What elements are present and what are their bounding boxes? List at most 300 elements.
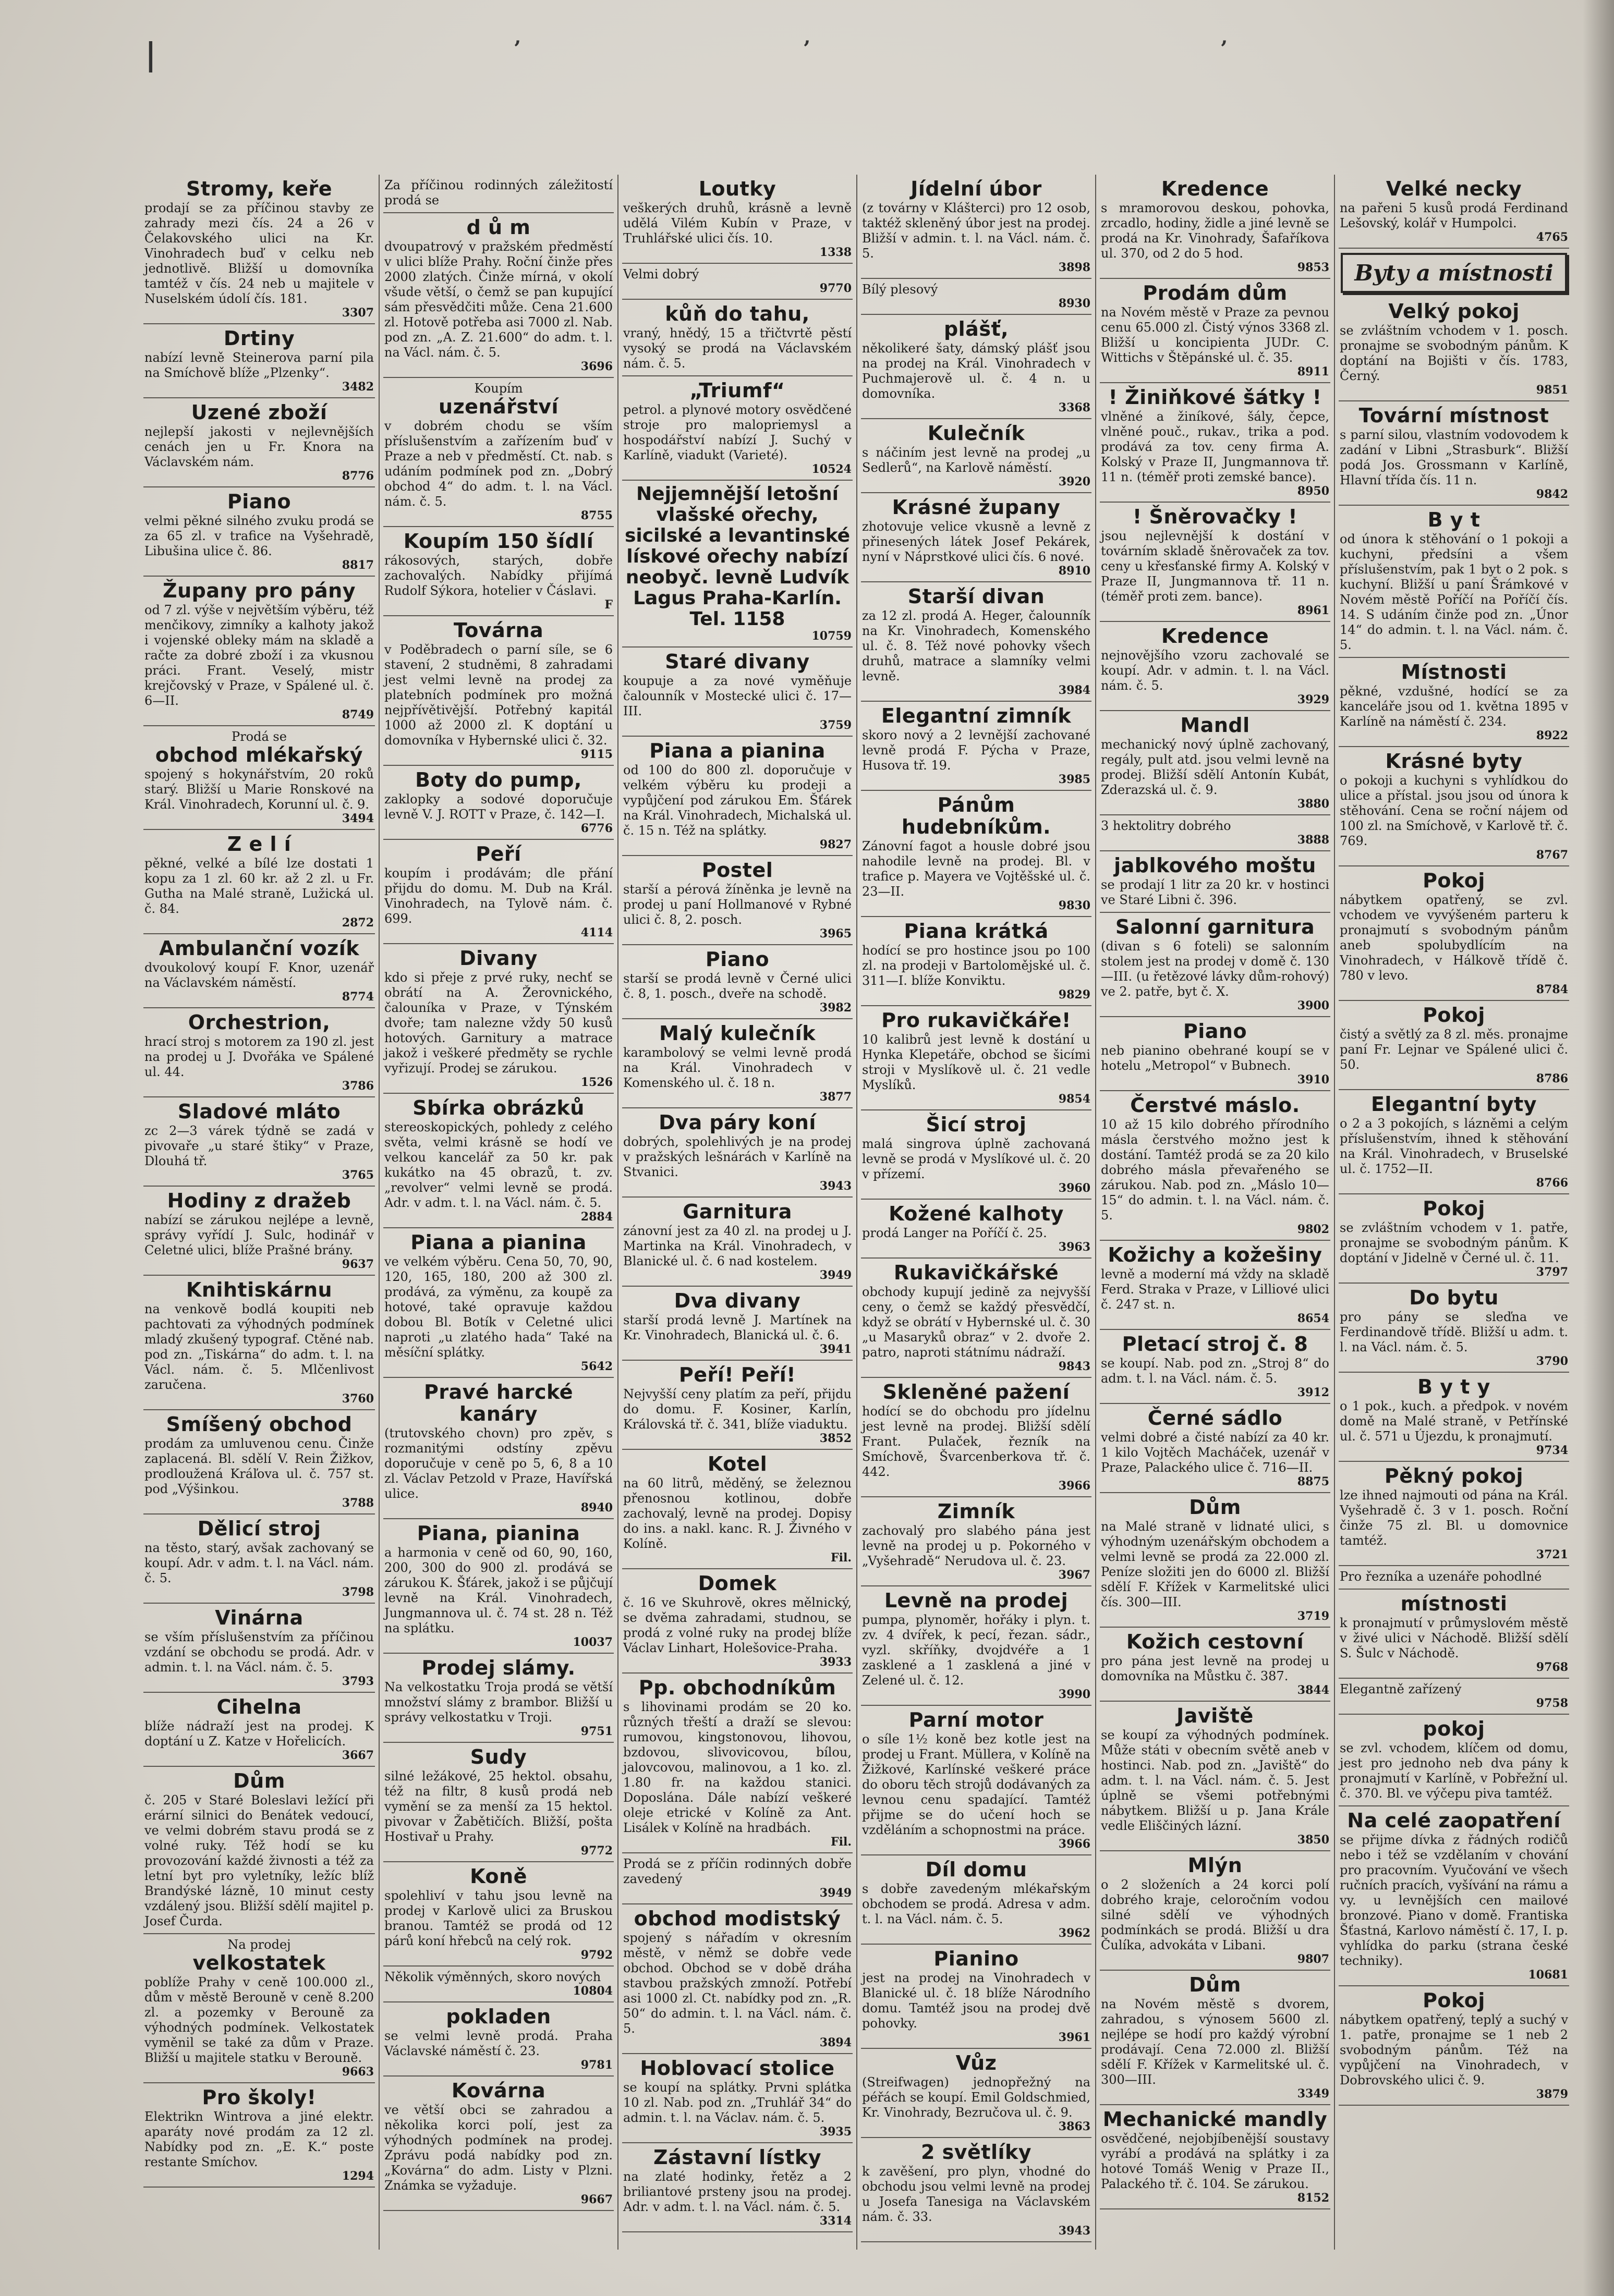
classified-ad [383, 527, 614, 616]
ad-body: pěkné, vzdušné, hodící se za kanceláře jsou od 1. května 1895 v Karlíně na náměstí č. 234. [1340, 684, 1568, 729]
ad-body: o pokoji a kuchyni s vyhlídkou do ulice a přístal. jsou jsou od února k stěhování. Cena se roční nájem od 100 zl. na Smíchově, v Karlově tř. č. 769. [1340, 773, 1568, 848]
ad-number: 8749 [342, 708, 374, 722]
classified-ad [143, 1187, 375, 1276]
ad-number: 3912 [1297, 1386, 1329, 1399]
classified-ad [622, 1108, 853, 1198]
ad-number: 1294 [342, 2169, 374, 2183]
classified-ad [1100, 1628, 1330, 1702]
classified-ad [143, 830, 375, 934]
ad-heading: 2 světlíky [920, 2141, 1032, 2164]
classified-ad [861, 175, 1091, 279]
ad-heading: Z e l í [227, 833, 292, 856]
classified-ad [383, 1967, 614, 2002]
ad-number: 3494 [342, 812, 374, 825]
ad-body: pěkné, velké a bílé lze dostati 1 kopu za 1 zl. 60 kr. až 2 zl. u Fr. Gutha na Malé straně, Lužická ul. č. 84. [144, 856, 374, 916]
ad-number: 9781 [580, 2058, 613, 2072]
ad-heading: Hodiny z dražeb [167, 1189, 351, 1212]
ad-number: 9792 [580, 1948, 613, 1962]
ad-number: 3798 [342, 1585, 374, 1599]
classified-ad [383, 766, 614, 840]
ad-body: se koupí. Nab. pod zn. „Stroj 8“ do adm. t. l. na Václ. nám. č. 5. [1101, 1356, 1329, 1386]
ad-heading: Piano [705, 948, 770, 971]
ad-number: 3863 [1058, 2120, 1090, 2133]
ad-heading: Loutky [698, 177, 776, 200]
classified-ad [1339, 1566, 1569, 1590]
ad-body: pumpa, plynoměr, hořáky i plyn. t. zv. 4 dvířek, k pecí, řezan. sádr., vyzl. skříňky, dvojdvéře a 1 zasklené a 1 zasklená a jiné v Zelené ul. č. 12. [862, 1613, 1090, 1688]
ad-number: Fil. [831, 1835, 852, 1849]
ad-body: se koupí za výhodných podmínek. Může státi v obecním světě aneb v hostinci. Nab. pod zn. „Javiště“ do adm. t. l. na Václ. nám. č. 5. Jest úplně se všemi potřebnými nábytkem. Bližší u p. Jana Krále vedle Eliščiných lázní. [1101, 1728, 1329, 1833]
ad-heading: Pokoj [1423, 1989, 1485, 2012]
ad-heading: Pravé harcké kanáry [424, 1381, 573, 1425]
ad-number: 3880 [1297, 797, 1329, 811]
ad-number: 3314 [819, 2214, 852, 2228]
ad-number: 9115 [580, 748, 613, 761]
classified-ad [383, 2077, 614, 2211]
classified-ad [143, 2083, 375, 2188]
ad-body: koupuje a za nové vyměňuje čalounník v Mostecké ulici č. 17—III. [623, 674, 852, 718]
ad-number: 8817 [342, 558, 374, 572]
classified-ad [861, 1586, 1091, 1706]
ad-body: (z továrny v Klášterci) pro 12 osob, taktéž skleněný úbor jest na prodej. Bližší v admin. t. l. na Václ. nám. č. 5. [862, 201, 1090, 261]
ad-body: (trutovského chovn) pro zpěv, s rozmanitými odstíny zpěvu doporučuje v ceně po 5, 6, 8 a 10 zl. Václav Petzold v Praze, Havířská ulice. [384, 1426, 613, 1501]
ad-body: hrací stroj s motorem za 190 zl. jest na prodej u J. Dvořáka ve Spálené ul. 44. [144, 1034, 374, 1079]
column-2 [379, 175, 617, 2250]
ad-body: pro pána jest levně na prodej u domovníka na Můstku č. 387. [1101, 1654, 1329, 1683]
ad-body: na zlaté hodinky, řetěz a 2 briliantové prsteny jsou na prodej. Adr. v adm. t. l. na Václ. nám. č. 5. [623, 2169, 852, 2214]
ad-number: 9830 [1058, 899, 1090, 912]
ad-body: Velmi dobrý [623, 267, 699, 282]
classified-ad [143, 1767, 375, 1934]
ad-body: k zavěšení, pro plyn, vhodné do obchodu jsou velmi levně na prodej u Josefa Tanesiga na Václavském nám. č. 33. [862, 2164, 1090, 2224]
ad-heading: kůň do tahu, [665, 302, 810, 325]
ad-number: 3888 [1297, 833, 1329, 847]
classified-ad [143, 324, 375, 398]
ad-heading: Piano [1183, 1020, 1247, 1043]
ad-body: dvoukolový koupí F. Knor, uzenář na Václavském náměstí. [144, 960, 374, 990]
ad-body: na pařeni 5 kusů prodá Ferdinand Lešovský, kolář v Humpolci. [1340, 201, 1568, 230]
ad-number: 9663 [342, 2065, 374, 2079]
ad-number: 3985 [1058, 773, 1090, 786]
ad-heading: Drtiny [223, 327, 295, 350]
ad-body: levně a moderní má vždy na skladě Ferd. Straka v Praze, v Lilliové ulici č. 247 st. n. [1101, 1267, 1329, 1312]
ad-heading: Smíšený obchod [166, 1413, 353, 1436]
ad-number: 9734 [1536, 1444, 1568, 1457]
classified-ad [1339, 1001, 1569, 1090]
ad-body: Elektrikn Wintrova a jiné elektr. aparáty nové prodám za 12 zl. Nabídky pod zn. „E. K.“ poste restante Smíchov. [144, 2109, 374, 2169]
ad-heading: obchod modistský [634, 1907, 841, 1930]
ad-body: spojený s hokynářstvím, 20 roků starý. Bližší u Marie Ronskové na Král. Vinohradech, Korunní ul. č. 9. [144, 767, 374, 812]
ad-number: 2872 [342, 916, 374, 930]
classified-ad [1100, 1330, 1330, 1404]
ad-heading: Piana a pianina [649, 739, 826, 762]
ad-number: 8774 [342, 990, 374, 1004]
classified-ad [143, 1097, 375, 1187]
ad-number: 3759 [819, 718, 852, 732]
classified-ad [1339, 175, 1569, 249]
ad-number: 3786 [342, 1079, 374, 1093]
ad-number: 8786 [1536, 1072, 1568, 1085]
ad-heading: Pokoj [1423, 1004, 1485, 1027]
ad-body: (divan s 6 foteli) se salonním stolem jest na prodej v domě č. 130—III. (u řetězové lávky dům-rohový) ve 2. patře, byt č. X. [1101, 939, 1329, 999]
ad-heading: Kožené kalhoty [889, 1202, 1064, 1225]
ad-heading: Peří [476, 842, 521, 865]
ad-number: 9853 [1297, 261, 1329, 274]
ad-number: 3900 [1297, 999, 1329, 1012]
ad-number: 9843 [1058, 1360, 1090, 1373]
ad-number: 3850 [1297, 1833, 1329, 1847]
ad-body: prodám za umluvenou cenu. Činže zaplacená. Bl. sdělí V. Rein Žižkov, prodloužená Kráľova ul. č. 757 st. pod „Výšinkou. [144, 1436, 374, 1496]
ad-body: prodá Langer na Poříčí č. 25. [862, 1226, 1047, 1240]
ad-heading: Pánům hudebníkům. [901, 793, 1051, 838]
ad-body: starší se prodá levně v Černé ulici č. 8, 1. posch., dveře na schodě. [623, 971, 852, 1001]
classified-ad [1339, 1462, 1569, 1566]
ad-heading: „Triumf“ [689, 379, 785, 402]
ad-number: 3797 [1536, 1265, 1568, 1279]
ad-body: čistý a světlý za 8 zl. měs. pronajme paní Fr. Lejnar ve Spálené ulici č. 50. [1340, 1027, 1568, 1072]
ad-number: 1526 [580, 1076, 613, 1089]
ad-number: 3990 [1058, 1688, 1090, 1701]
ad-heading: Prodám dům [1143, 282, 1288, 304]
ad-body: s náčiním jest levně na prodej „u Sedlerů“, na Karlově náměstí. [862, 445, 1090, 475]
classified-ad [861, 1378, 1091, 1497]
classified-ad [383, 840, 614, 944]
ad-body: od 7 zl. výše v největším výběru, též menčikovy, zimníky a kalhoty jakož i vojenské obleky mám na skladě a račte za dobré zboží i za vkusnou práci. Frant. Veselý, mistr krejčovský v Praze, v Spálené ul. č. 6—II. [144, 603, 374, 708]
classified-ad [622, 2143, 853, 2232]
ad-number: 3844 [1297, 1683, 1329, 1697]
ad-body: kdo si přeje z prvé ruky, nechť se obrátí na A. Žerovnického, čalouníka v Praze, v Týnském dvoře; tam nalezne vždy 50 kusů hotových. Garnitury a matrace jakož i veškeré předměty se rychle vyřizují. Prodej se zárukou. [384, 970, 613, 1076]
classified-ad [1100, 279, 1330, 383]
ad-body: mechanický nový úplně zachovaný, regály, pult atd. jsou velmi levně na prodej. Bližší sdělí Antonín Kubát, Zderazská ul. č. 9. [1101, 737, 1329, 797]
ad-body: zc 2—3 várek týdně se zadá v pivovaře „u staré štiky“ v Praze, Dlouhá tř. [144, 1123, 374, 1168]
ad-number: 4114 [580, 926, 613, 939]
classified-ad [1339, 1194, 1569, 1284]
classified-ad [861, 493, 1091, 582]
ad-heading: Peří! Peří! [678, 1363, 796, 1386]
classified-ad [622, 1287, 853, 1361]
ad-number: 9829 [1058, 988, 1090, 1002]
ad-body: se zvl. vchodem, klíčem od domu, jest pro jednoho neb dva pány k pronajmutí v Karlíně, v Pobřežní ul. č. 370. Bl. ve výčepu piva tamtéž. [1340, 1741, 1568, 1801]
ad-body: starší a pérová žíněnka je levně na prodej u paní Hollmanové v Rybné ulici č. 8, 2. posch. [623, 882, 852, 927]
ad-heading: Kotel [707, 1452, 768, 1475]
classified-ad [622, 2054, 853, 2143]
classified-ad [1100, 913, 1330, 1017]
ad-number: 3982 [819, 1001, 852, 1015]
classified-ad [622, 175, 853, 264]
ad-heading: Staré divany [665, 650, 810, 673]
ad-heading: Nejjemnější letošní vlašské ořechy, sicilské a levantinské lískové ořechy nabízí neobyč. levně Ludvík Lagus Praha-Karlín. Tel. 1158 [624, 483, 851, 630]
classified-ad [622, 1674, 853, 1853]
ad-preface: Na prodej [227, 1937, 291, 1952]
ad-number: 3943 [1058, 2224, 1090, 2238]
classified-ad [622, 1198, 853, 1287]
ad-heading: Cihelna [216, 1695, 302, 1718]
classified-ad [1100, 1851, 1330, 1971]
ad-number: 8776 [342, 469, 374, 483]
ad-heading: Do bytu [1409, 1286, 1499, 1309]
ad-heading: Sudy [470, 1745, 527, 1768]
classified-ad [861, 1855, 1091, 1945]
ad-heading: pokladen [446, 2005, 551, 2028]
column-5 [1095, 175, 1334, 2250]
ad-body: nabízí levně Steinerova parní pila na Smíchově blíže „Plzenky“. [144, 350, 374, 380]
ad-heading: Hoblovací stolice [640, 2057, 835, 2080]
ad-number: 8766 [1536, 1176, 1568, 1190]
classified-ad [1100, 1702, 1330, 1851]
page-mark: | [145, 36, 156, 73]
ad-body: 10 kalibrů jest levně k dostání u Hynka Klepetáře, obchod se šicími stroji v Myslíkově ul. č. 21 vedle Myslíků. [862, 1032, 1090, 1092]
classified-ad [1339, 1373, 1569, 1462]
ad-body: o 2 složeních a 24 korci polí dobrého kraje, celoročním vodou silné sdělí ve výhodných podmínkách se prodá. Bližší u dra Čulíka, advokáta v Libani. [1101, 1877, 1329, 1952]
ad-body: k pronajmutí v průmyslovém městě v živé ulici v Náchodě. Bližší sdělí S. Šulc v Náchodě. [1340, 1616, 1568, 1660]
classified-ad [143, 1515, 375, 1604]
ad-number: 9637 [342, 1257, 374, 1271]
classified-ad [622, 264, 853, 300]
classified-ad [861, 1497, 1091, 1586]
ad-heading: Skleněné pažení [882, 1381, 1070, 1403]
ad-heading: Dělicí stroj [197, 1517, 321, 1540]
classified-ad [622, 1904, 853, 2054]
classified-ad [1100, 1971, 1330, 2105]
ad-heading: Pokoj [1423, 1197, 1485, 1220]
ad-number: 9758 [1536, 1696, 1568, 1710]
ad-heading: Kovárna [451, 2079, 546, 2102]
ad-number: 8875 [1297, 1475, 1329, 1488]
classified-ad [143, 577, 375, 726]
section-banner: Byty a místnosti [1341, 253, 1567, 293]
ad-number: 3852 [819, 1432, 852, 1445]
ad-number: 3929 [1297, 693, 1329, 706]
ad-body: ve velkém výběru. Cena 50, 70, 90, 120, 165, 180, 200 až 300 zl. prodává, za výměnu, za koupě za hotové, také opravuje každou dobou Bl. Botík v Celetné ulici naproti „u zlatého hada“ Také na měsíční splátky. [384, 1254, 613, 1360]
classified-ad [383, 2002, 614, 2077]
page-mark: ’ [1220, 36, 1228, 61]
ad-heading: ! Žiniňkové šátky ! [1108, 386, 1322, 409]
ad-number: 3961 [1058, 2031, 1090, 2044]
classified-ad [143, 1604, 375, 1693]
ad-body: obchody kupují jedině za nejvyšší ceny, o čemž se každý přesvědčí, když se obrátí v Hybernské ul. č. 30 „u Masaryků obraz“ v 2. dvoře 2. patro, naproti státnímu nádraží. [862, 1285, 1090, 1360]
ad-heading: Dům [1189, 1973, 1241, 1996]
ad-heading: Místnosti [1401, 661, 1507, 683]
ad-number: 9667 [580, 2193, 613, 2206]
ad-body: za 12 zl. prodá A. Heger, čalounník na Kr. Vinohradech, Komenského ul. č. 8. Též nové pohovky všech druhů, matrace a slamníky velmi levně. [862, 608, 1090, 683]
ad-number: 10524 [811, 462, 852, 476]
ad-body: Prodá se z příčin rodinných dobře zavedený [623, 1857, 852, 1886]
ad-body: na venkově bodlá koupiti neb pachtovati za výhodných podmínek mladý zkušený typograf. Ctěné nab. pod zn. „Tiskárna“ do adm. t. l. na Václ. nám. č. 5. Mlčenlivost zaručena. [144, 1302, 374, 1392]
ad-body: 3 hektolitry dobrého [1101, 819, 1231, 833]
ad-heading: B y t y [1417, 1375, 1490, 1398]
classified-ad [1100, 815, 1330, 851]
ad-heading: ! Šněrovačky ! [1132, 505, 1298, 528]
classified-ad [143, 487, 375, 577]
ad-body: od 100 do 800 zl. doporučuje v velkém výběru ku prodeji a vypůjčení pod zárukou Em. Šťárek na Král. Vinohradech, Michalská ul. č. 15 n. Též na splátky. [623, 763, 852, 838]
classified-ad [861, 1259, 1091, 1378]
ad-heading: Pianino [933, 1947, 1019, 1970]
ad-body: vlněné a žiníkové, šály, čepce, vlněné pouč., rukav., trika a pod. prodává za tov. ceny firma A. Kolský v Praze II, Jungmannova tř. 11 n. (téměř proti zemské bance). [1101, 409, 1329, 484]
ad-heading: pokoj [1423, 1717, 1485, 1740]
ad-body: hodící se do obchodu pro jídelnu jest levně na prodej. Bližší sdělí Frant. Pulaček, řezník na Smíchově, Švarcenberkova tř. č. 442. [862, 1404, 1090, 1479]
ad-number: 9802 [1297, 1223, 1329, 1236]
ad-body: poblíže Prahy v ceně 100.000 zl., dům v městě Berouně v ceně 8.200 zl. a pozemky v Berouně za výhodných podmínek. Velkostatek vyměnil se také za dům v Praze. Bližší u majitele statku v Berouně. [144, 1975, 374, 2065]
classified-ad [383, 1378, 614, 1519]
classified-ad [1100, 851, 1330, 913]
ad-number: 8767 [1536, 848, 1568, 862]
ad-heading: Salonní garnitura [1115, 915, 1315, 938]
ad-body: se přijme dívka z řádných rodičů nebo i též se vzdělaním v chování pro pracovním. Vyučování ve všech ručních pracích, vyšívání na rámu a vy. u levnějších cen mailové bronzové. Piano v domě. Frantiska Šťastná, Karlovo náměstí č. 17, I. p. vyhlídka do parku (strana české techniky). [1340, 1833, 1568, 1968]
ad-number: 9854 [1058, 1092, 1090, 1106]
ad-heading: Velké necky [1386, 177, 1522, 200]
classified-ad [383, 1228, 614, 1378]
ad-heading: Kredence [1161, 177, 1269, 200]
ad-number: 3943 [819, 1179, 852, 1193]
classified-ad [1100, 1493, 1330, 1628]
ad-heading: Župany pro pány [163, 579, 356, 602]
classified-ad [143, 1934, 375, 2083]
ad-number: 8784 [1536, 983, 1568, 996]
classified-ad [861, 791, 1091, 917]
ad-body: silné ležákové, 25 hektol. obsahu, též na filtr, 8 kusů prodá neb vymění se za menší za 15 hektol. pivovar v Žabětičích. Bližší, pošta Hostivař u Prahy. [384, 1769, 613, 1844]
ad-number: 3765 [342, 1168, 374, 1182]
ad-body: se zvláštním vchodem v 1. patře, pronajme se svobodným pánům. K doptání v Jidelně v Černé ul. č. 11. [1340, 1220, 1568, 1265]
ad-body: rákosových, starých, dobře zachovalých. Nabídky přijímá Rudolf Sýkora, hotelier v Čáslavi. [384, 553, 613, 598]
ad-heading: Pro školy! [202, 2086, 317, 2109]
ad-heading: Levně na prodej [884, 1589, 1069, 1612]
ad-heading: Stromy, keře [186, 177, 332, 200]
classified-ad [861, 1006, 1091, 1110]
ad-body: na Novém městě v Praze za pevnou cenu 65.000 zl. Čistý výnos 3368 zl. Bližší u koncipienta JUDr. C. Wittichs v Štěpánské ul. č. 35. [1101, 305, 1329, 365]
ad-heading: Mlýn [1187, 1854, 1243, 1877]
ad-number: 8654 [1297, 1312, 1329, 1325]
ad-number: 3984 [1058, 683, 1090, 697]
classified-ad [383, 175, 614, 213]
classified-ad [383, 1094, 614, 1228]
ad-heading: Pro rukavičkáře! [881, 1009, 1071, 1032]
ad-body: na těsto, starý, avšak zachovaný se koupí. Adr. v adm. t. l. na Václ. nám. č. 5. [144, 1541, 374, 1585]
ad-heading: Kožichy a kožešiny [1108, 1243, 1322, 1266]
ad-body: neb pianino obehrané koupí se v hotelu „Metropol“ v Bubnech. [1101, 1043, 1329, 1073]
classified-ad [622, 300, 853, 376]
classified-ad [383, 1743, 614, 1862]
ad-number: 5642 [580, 1360, 613, 1373]
ad-body: zánovní jest za 40 zl. na prodej u J. Martinka na Král. Vinohradech, v Blanické ul. č. 6 nad kostelem. [623, 1224, 852, 1268]
ad-number: 3898 [1058, 261, 1090, 274]
ad-number: 3965 [819, 927, 852, 941]
classified-ad [861, 1200, 1091, 1259]
ad-body: jest na prodej na Vinohradech v Blanické ul. č. 18 blíže Národního domu. Tamtéž jsou na prodej dvě pohovky. [862, 1971, 1090, 2031]
ad-number: 8922 [1536, 729, 1568, 742]
ad-heading: Piana, pianina [417, 1522, 580, 1545]
ad-body: s dobře zavedeným mlékařským obchodem se prodá. Adresa v adm. t. l. na Václ. nám. č. 5. [862, 1882, 1090, 1926]
ad-body: a harmonia v ceně od 60, 90, 160, 200, 300 do 900 zl. prodává se zárukou K. Šťárek, jakož i se půjčují levně na Král. Vinohradech, Jungmannova ul. č. 74 st. 28 n. Též na splátku. [384, 1545, 613, 1635]
ad-heading: Rukavičkářské [893, 1261, 1059, 1284]
classified-columns [140, 175, 1574, 2250]
ad-number: 8152 [1297, 2191, 1329, 2205]
classified-ad [143, 398, 375, 487]
classified-ad [1339, 1715, 1569, 1806]
page-mark: ’ [803, 36, 810, 61]
ad-number: 3967 [1058, 1568, 1090, 1582]
ad-number: 3960 [1058, 1181, 1090, 1195]
ad-number: 3949 [819, 1886, 852, 1900]
classified-ad [622, 1853, 853, 1904]
ad-heading: Pletací stroj č. 8 [1122, 1333, 1308, 1355]
ad-heading: Orchestrion, [188, 1011, 331, 1034]
ad-body: zaklopky a sodové doporučuje levně V. J. ROTT v Praze, č. 142—I. [384, 792, 613, 822]
ad-heading: Dva divany [674, 1289, 801, 1312]
ad-number: 3307 [342, 306, 374, 320]
ad-body: hodící se pro hostince jsou po 100 zl. na prodeji v Bartolomějské ul. č. 311—I. blíže Konviktu. [862, 943, 1090, 988]
ad-body: Nejvyšší ceny platím za peří, přijdu do domu. F. Kosiner, Karlín, Královská tř. č. 341, blíže viaduktu. [623, 1387, 852, 1432]
ad-body: Několik výměnných, skoro nových [384, 1970, 601, 1984]
ad-heading: Divany [459, 947, 538, 970]
ad-number: 3894 [819, 2036, 852, 2049]
ad-number: 3793 [342, 1675, 374, 1688]
ad-number: 3760 [342, 1392, 374, 1406]
classified-ad [861, 315, 1091, 419]
ad-number: 3719 [1297, 1609, 1329, 1623]
ad-body: Pro řezníka a uzenáře pohodlné [1340, 1569, 1542, 1584]
page-edge-shadow [1583, 0, 1614, 2296]
ad-number: 9842 [1536, 487, 1568, 501]
column-1 [140, 175, 379, 2250]
ad-heading: Zástavní lístky [653, 2146, 822, 2169]
ad-body: starší prodá levně J. Martínek na Kr. Vinohradech, Blanická ul. č. 6. [623, 1313, 852, 1342]
ad-body: s mramorovou deskou, pohovka, zrcadlo, hodiny, židle a jiné levně se prodá na Kr. Vinohrady, Šafaříkova ul. 370, od 2 do 5 hod. [1101, 201, 1329, 261]
ad-number: 3667 [342, 1749, 374, 1762]
ad-body: v Poděbradech o parní síle, se 6 stavení, 2 studněmi, 8 zahradami jest velmi levně na prodej za platebních podmínek pro možná nejpřívětivější. Potřebný kapitál 1000 až 2000 zl. K doptání u domovníka v Hybernské ulici č. 32. [384, 642, 613, 748]
ad-number: 9772 [580, 1844, 613, 1858]
ad-body: se vším příslušenstvím za příčinou vzdání se obchodu se prodá. Adr. v admin. t. l. na Václ. nám. č. 5. [144, 1630, 374, 1675]
ad-number: 3933 [819, 1655, 852, 1669]
ad-body: nejlepší jakosti v nejlevnějších cenách jen u Fr. Knora na Václavském nám. [144, 424, 374, 469]
ad-heading: Mandl [1180, 714, 1250, 737]
ad-heading: Šicí stroj [926, 1113, 1027, 1136]
ad-number: 3966 [1058, 1479, 1090, 1493]
ad-heading: Kulečník [927, 422, 1025, 445]
ad-body: o 1 pok., kuch. a předpok. v novém domě na Malé straně, v Petřínské ul. č. 571 u Újezdu, k pronajmutí. [1340, 1399, 1568, 1444]
ad-heading: Černé sádlo [1147, 1407, 1283, 1430]
ad-preface: Koupím [474, 381, 523, 396]
ad-body: s parní silou, vlastním vodovodem k zadání v Libni „Strasburk“. Bližší podá Jos. Grossmann v Karlíně, Hlavní třída čís. 11 n. [1340, 428, 1568, 487]
ad-number: 8961 [1297, 604, 1329, 617]
ad-heading: Dům [233, 1769, 285, 1792]
ad-heading: d ů m [466, 216, 531, 239]
classified-ad [861, 1945, 1091, 2049]
ad-heading: Dva páry koní [659, 1111, 816, 1134]
ad-number: 3349 [1297, 2087, 1329, 2100]
column-4 [856, 175, 1095, 2250]
classified-ad [1339, 866, 1569, 1001]
ad-number: 2884 [580, 1210, 613, 1224]
ad-heading: Sladové mláto [177, 1100, 341, 1123]
ad-heading: Pp. obchodníkům [638, 1676, 836, 1699]
ad-heading: Pokoj [1423, 869, 1485, 892]
ad-body: s lihovinami prodám se 20 ko. různých třeští a draží se slevou: rumovou, kingstonovou, lihovou, bzdovou, slivovicovou, bílou, jalovcovou, malinovou, a 1 ko. zl. 1.80 fr. na každou stanici. Doposlána. Dále nabízí veškeré oleje etrické v Kolíně za Ant. Lisálek v Kolíně na hradbách. [623, 1700, 852, 1835]
classified-ad [622, 1569, 853, 1674]
ad-body: lze ihned najmouti od pána na Král. Vyšehradě č. 3 v 1. posch. Roční činže 75 zl. Bl. u domovnice tamtéž. [1340, 1488, 1568, 1548]
classified-ad [622, 1361, 853, 1450]
ad-body: o 2 a 3 pokojích, s lázněmi a celým příslušenstvím, ihned k stěhování na Král. Vinohradech, v Bruselské ul. č. 1752—II. [1340, 1116, 1568, 1176]
ad-number: 3788 [342, 1496, 374, 1510]
ad-body: nábytkem opatřený, se zvl. vchodem ve vyvýšeném parteru k pronajmutí s svobodným pánům aneb spolubydlícím na Vinohradech, v Hálkově třídě č. 780 v levo. [1340, 893, 1568, 983]
ad-body: nabízí se zárukou nejlépe a levně, správy vyřídí J. Sulc, hodinář v Celetné ulici, blíže Prašné brány. [144, 1213, 374, 1257]
ad-heading: Koně [470, 1865, 527, 1888]
ad-body: velmi dobré a čisté nabízí za 40 kr. 1 kilo Vojtěch Macháček, uzenář v Praze, Palackého ulice č. 716—II. [1101, 1430, 1329, 1475]
ad-body: se zvláštním vchodem v 1. posch. pronajme se svobodným pánům. K doptání na Bojišti v čís. 1783, Černý. [1340, 323, 1568, 383]
classified-ad [383, 944, 614, 1094]
ad-heading: Sbírka obrázků [412, 1096, 585, 1119]
ad-heading: Velký pokoj [1388, 300, 1520, 323]
ad-body: zachovalý pro slabého pána jest levně na prodej u p. Pokorného v „Vyšehradě“ Nerudova ul. č. 23. [862, 1523, 1090, 1568]
ad-heading: Starší divan [907, 585, 1045, 608]
